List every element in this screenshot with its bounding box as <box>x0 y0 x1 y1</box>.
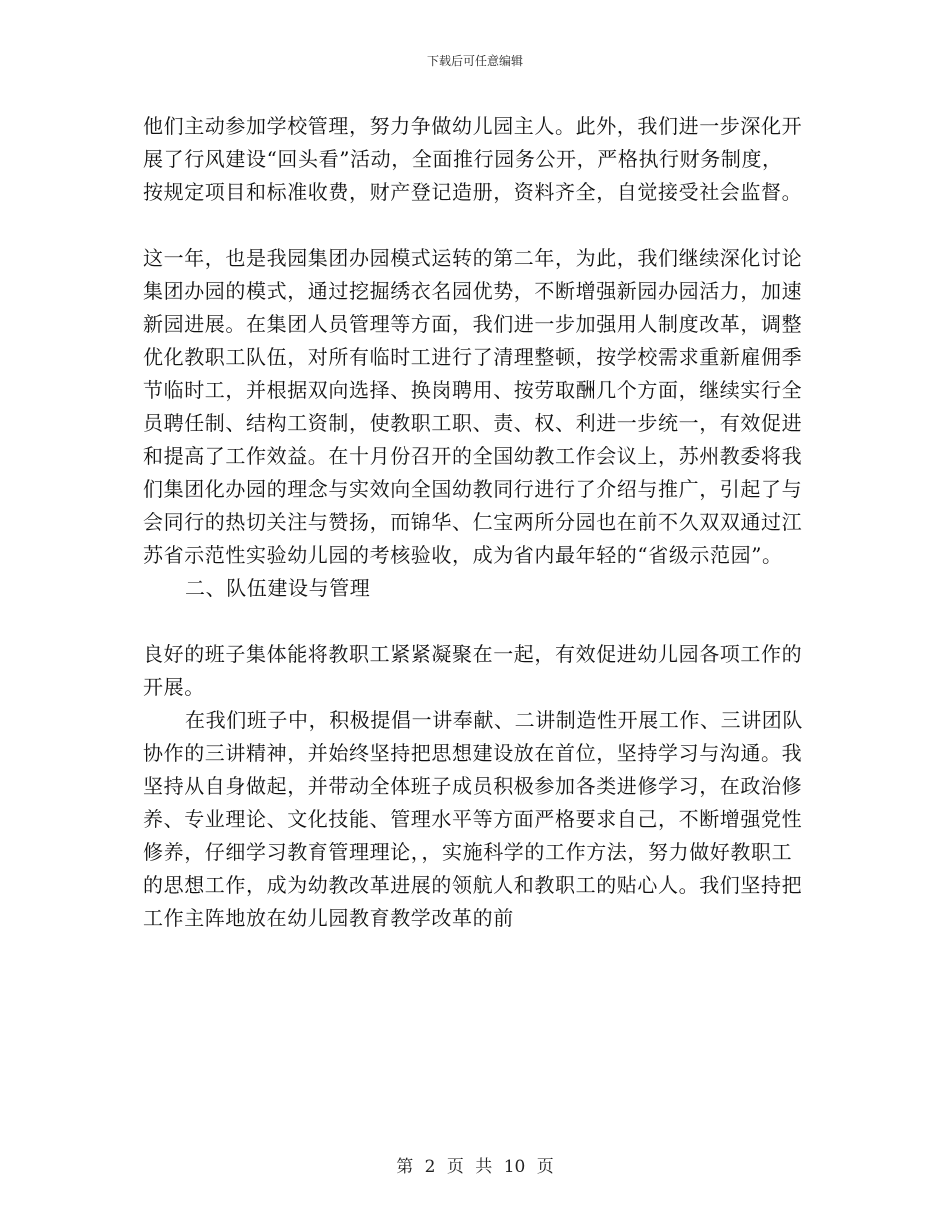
paragraph-gap <box>143 605 803 638</box>
paragraph-2: 这一年，也是我园集团办园模式运转的第二年，为此，我们继续深化讨论集团办园的模式，通过挖掘绣衣名园优势，不断增强新园办园活力，加速新园进展。在集团人员管理等方面，我们进一步加强用人制度改革，调整优化教职工队伍，对所有临时工进行了清理整顿，按学校需求重新雇佣季节临时工，并根据双向选择、换岗聘用、按劳取酬几个方面，继续实行全员聘任制、结构工资制，使教职工职、责、权、利进一步统一，有效促进和提高了工作效益。在十月份召开的全国幼教工作会议上，苏州教委将我们集团化办园的理念与实效向全国幼教同行进行了介绍与推广，引起了与会同行的热切关注与赞扬，而锦华、仁宝两所分园也在前不久双双通过江苏省示范性实验幼儿园的考核验收，成为省内最年轻的“省级示范园”。 <box>143 246 803 567</box>
paragraph-3: 良好的班子集体能将教职工紧紧凝聚在一起，有效促进幼儿园各项工作的开展。 <box>143 642 803 699</box>
paragraph-gap <box>143 209 803 242</box>
page-number: 第 2 页 共 10 页 <box>396 1157 554 1177</box>
paragraph-4: 在我们班子中，积极提倡一讲奉献、二讲制造性开展工作、三讲团队协作的三讲精神，并始终坚持把思想建设放在首位，坚持学习与沟通。我坚持从自身做起，并带动全体班子成员积极参加各类进修学习，在政治修养、专业理论、文化技能、管理水平等方面严格要求自己，不断增强党性修养，仔细学习教育管理理论，，实施科学的工作方法，努力做好教职工的思想工作，成为幼教改革进展的领航人和教职工的贴心人。我们坚持把工作主阵地放在幼儿园教育教学改革的前 <box>143 708 803 930</box>
paragraph-1: 他们主动参加学校管理，努力争做幼儿园主人。此外，我们进一步深化开展了行风建设“回头看”活动，全面推行园务公开，严格执行财务制度，按规定项目和标准收费，财产登记造册，资料齐全，自觉接受社会监督。 <box>143 114 803 204</box>
section-heading: 二、队伍建设与管理 <box>185 576 371 600</box>
page-header: 下载后可任意编辑 <box>426 54 523 68</box>
document-body <box>143 110 803 935</box>
